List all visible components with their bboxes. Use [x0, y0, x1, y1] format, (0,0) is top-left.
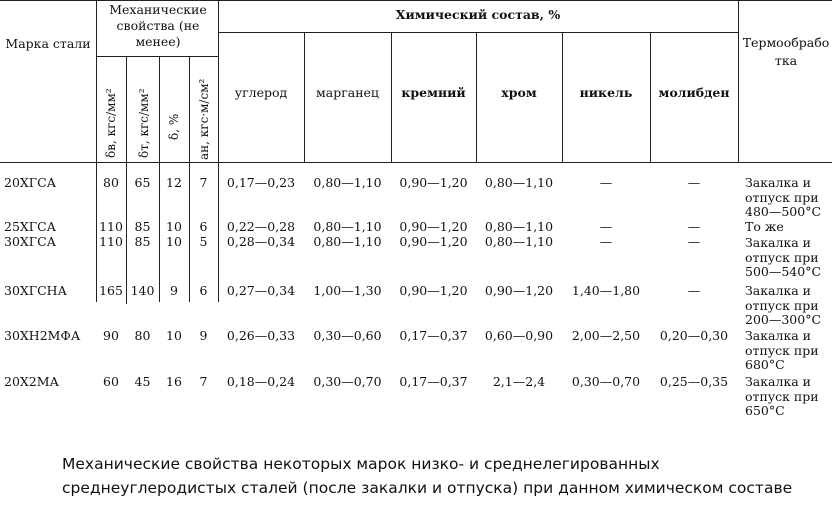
cell-grade: 25ХГСА: [4, 219, 57, 234]
cell-ni: 2,00—2,50: [571, 328, 641, 343]
cell-cr: 2,1—2,4: [492, 374, 546, 389]
cell-st: 80: [134, 328, 151, 343]
header-chem-cr: хром: [501, 85, 537, 100]
cell-st: 140: [130, 283, 155, 298]
cell-mo: 0,25—0,35: [659, 374, 729, 389]
cell-mo: —: [687, 219, 701, 234]
cell-d: 10: [166, 234, 182, 249]
cell-d: 10: [166, 219, 182, 234]
cell-sb: 80: [103, 175, 119, 190]
cell-cr: 0,90—1,20: [484, 283, 554, 298]
cell-heat: Закалка и отпуск при 500—540°С: [745, 235, 822, 279]
header-mech-st: δт, кгс/мм²: [137, 88, 151, 158]
header-mech-d: δ, %: [167, 113, 181, 140]
header-mech-group: Механические свойства (не менее): [109, 2, 207, 49]
cell-mn: 0,80—1,10: [313, 175, 382, 190]
cell-mo: —: [687, 283, 701, 298]
cell-si: 0,17—0,37: [399, 328, 468, 343]
cell-c: 0,18—0,24: [226, 374, 296, 389]
cell-heat: Закалка и отпуск при 680°С: [745, 328, 819, 372]
cell-ni: 1,40—1,80: [571, 283, 641, 298]
cell-ni: —: [599, 175, 613, 190]
cell-sb: 165: [99, 283, 123, 298]
header-chem-group: Химический состав, %: [395, 7, 561, 22]
header-chem-mn: марганец: [316, 85, 379, 100]
cell-sb: 90: [103, 328, 119, 343]
cell-an: 9: [199, 328, 208, 343]
chem-header-divider: [218, 32, 738, 33]
cell-si: 0,90—1,20: [399, 219, 468, 234]
cell-si: 0,90—1,20: [399, 283, 468, 298]
cell-an: 7: [199, 175, 208, 190]
header-heat: Термообработка: [742, 35, 830, 68]
cell-st: 85: [134, 219, 151, 234]
header-chem-si: кремний: [401, 85, 466, 100]
table-caption: Механические свойства некоторых марок низко- и среднелегированных среднеуглеродистых сталей (после закалки и отпуска) при данном химическом составе: [62, 455, 793, 497]
cell-sb: 60: [103, 374, 119, 389]
cell-c: 0,22—0,28: [226, 219, 296, 234]
cell-heat: Закалка и отпуск при 200—300°С: [745, 283, 822, 327]
cell-d: 16: [166, 374, 182, 389]
cell-grade: 30ХН2МФА: [4, 328, 81, 343]
cell-c: 0,26—0,33: [226, 328, 296, 343]
cell-st: 85: [134, 234, 151, 249]
cell-si: 0,90—1,20: [399, 234, 468, 249]
cell-ni: —: [599, 219, 613, 234]
cell-mn: 0,30—0,70: [313, 374, 382, 389]
cell-heat: Закалка и отпуск при 480—500°С: [745, 175, 822, 219]
cell-grade: 30ХГСНА: [4, 283, 68, 298]
mech-header-divider: [96, 56, 218, 57]
cell-cr: 0,80—1,10: [484, 234, 554, 249]
cell-mn: 0,30—0,60: [313, 328, 382, 343]
cell-d: 12: [166, 175, 182, 190]
cell-c: 0,28—0,34: [226, 234, 296, 249]
cell-an: 7: [199, 374, 208, 389]
cell-heat: То же: [745, 219, 784, 234]
cell-grade: 30ХГСА: [4, 234, 57, 249]
cell-sb: 110: [99, 219, 123, 234]
cell-ni: 0,30—0,70: [571, 374, 641, 389]
cell-st: 65: [134, 175, 151, 190]
cell-si: 0,90—1,20: [399, 175, 468, 190]
cell-an: 5: [199, 234, 208, 249]
header-chem-ni: никель: [579, 85, 633, 100]
header-chem-c: углерод: [234, 85, 288, 100]
cell-mo: 0,20—0,30: [659, 328, 729, 343]
cell-d: 10: [166, 328, 182, 343]
header-mech-an: aн, кгс·м/см²: [197, 78, 211, 160]
col-divider: [96, 0, 97, 302]
cell-an: 6: [199, 219, 208, 234]
col-divider: [738, 0, 739, 163]
cell-sb: 110: [99, 234, 123, 249]
col-divider: [218, 0, 219, 302]
cell-cr: 0,60—0,90: [484, 328, 554, 343]
cell-st: 45: [134, 374, 151, 389]
cell-si: 0,17—0,37: [399, 374, 468, 389]
cell-cr: 0,80—1,10: [484, 219, 554, 234]
cell-cr: 0,80—1,10: [484, 175, 554, 190]
cell-c: 0,17—0,23: [226, 175, 296, 190]
header-chem-mo: молибден: [658, 85, 730, 100]
cell-mn: 0,80—1,10: [313, 234, 382, 249]
header-mech-sb: δв, кгс/мм²: [104, 88, 118, 158]
cell-an: 6: [199, 283, 208, 298]
cell-mn: 1,00—1,30: [313, 283, 382, 298]
cell-grade: 20Х2МА: [4, 374, 60, 389]
cell-mo: —: [687, 175, 701, 190]
cell-d: 9: [170, 283, 178, 298]
cell-mn: 0,80—1,10: [313, 219, 382, 234]
table-top-border: [0, 0, 832, 1]
cell-c: 0,27—0,34: [226, 283, 296, 298]
cell-grade: 20ХГСА: [4, 175, 57, 190]
cell-heat: Закалка и отпуск при 650°С: [745, 374, 819, 418]
cell-mo: —: [687, 234, 701, 249]
cell-ni: —: [599, 234, 613, 249]
header-bottom-border: [0, 162, 832, 163]
header-grade: Марка стали: [5, 36, 91, 51]
